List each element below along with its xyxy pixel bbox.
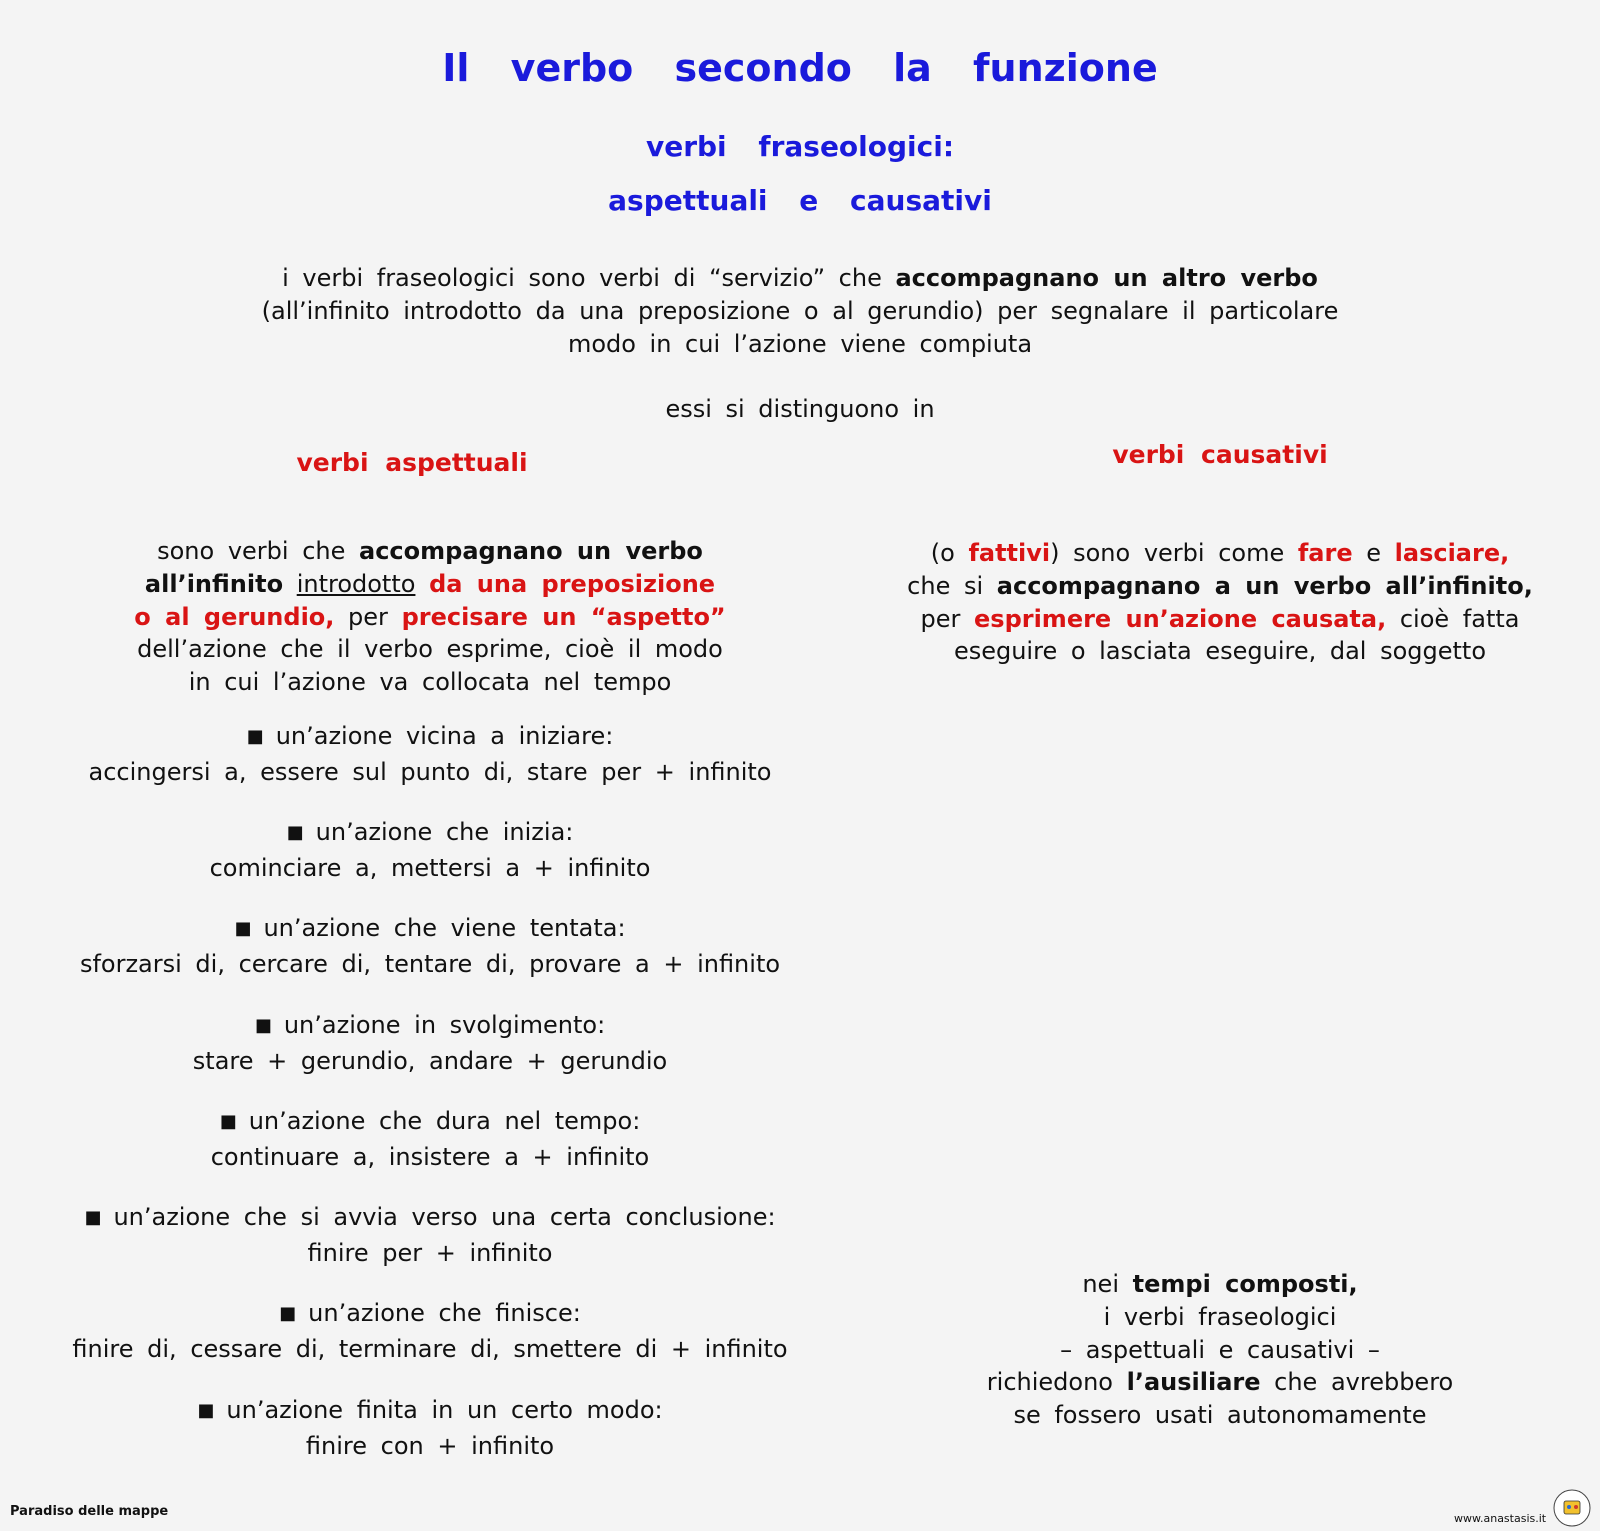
aspect-item	[0, 912, 860, 981]
caus-red: lasciare,	[1394, 539, 1510, 567]
asp-underline: introdotto	[296, 569, 416, 598]
aspect-verbs: continuare a, insistere a + infinito	[210, 1142, 650, 1171]
aspect-item	[0, 1297, 860, 1366]
tempi-text: che avrebbero	[1260, 1368, 1454, 1397]
aspect-label: un’azione che dura nel tempo:	[248, 1107, 641, 1135]
caus-text: per	[920, 604, 974, 633]
aspect-verbs: finire di, cessare di, terminare di, smettere di + infinito	[72, 1334, 788, 1363]
aspect-item	[0, 1105, 860, 1174]
intro-bold: accompagnano un altro verbo	[895, 264, 1318, 292]
aspect-item	[0, 1201, 860, 1270]
square-bullet-icon: ■	[197, 1400, 215, 1421]
aspect-verbs: sforzarsi di, cercare di, tentare di, provare a + infinito	[79, 949, 781, 978]
caus-red: esprimere un’azione causata,	[974, 604, 1387, 633]
intro-line-2: (all’infinito introdotto da una preposizione o al gerundio) per segnalare il particolare	[261, 296, 1339, 325]
aspect-verbs: stare + gerundio, andare + gerundio	[192, 1046, 668, 1075]
square-bullet-icon: ■	[254, 1015, 272, 1036]
aspettuali-heading: verbi aspettuali	[296, 448, 528, 477]
footer-brand: Paradiso delle mappe	[10, 1504, 169, 1519]
caus-line-4: eseguire o lasciata eseguire, dal soggetto	[953, 637, 1487, 666]
asp-red: o al gerundio,	[134, 602, 335, 631]
distinguish-text: essi si distinguono in	[665, 395, 935, 423]
subtitle-line-2: aspettuali e causativi	[608, 184, 992, 217]
caus-text: cioè fatta	[1386, 604, 1520, 633]
caus-text: e	[1352, 539, 1395, 567]
aspect-item	[0, 1394, 860, 1463]
aspect-label: un’azione che inizia:	[315, 818, 574, 846]
tempi-line-2: i verbi fraseologici	[1103, 1302, 1337, 1331]
aspect-label: un’azione vicina a iniziare:	[275, 722, 614, 750]
square-bullet-icon: ■	[279, 1303, 297, 1324]
asp-line-4: dell’azione che il verbo esprime, cioè il modo	[137, 635, 723, 664]
aspect-verbs: finire con + infinito	[305, 1431, 555, 1460]
square-bullet-icon: ■	[286, 822, 304, 843]
caus-bold: accompagnano a un verbo all’infinito,	[996, 571, 1533, 600]
asp-line-5: in cui l’azione va collocata nel tempo	[188, 668, 672, 697]
asp-red: precisare un “aspetto”	[401, 602, 726, 631]
aspect-verbs: finire per + infinito	[307, 1238, 553, 1267]
square-bullet-icon: ■	[246, 726, 264, 747]
aspect-item	[0, 720, 860, 789]
tempi-line-3: – aspettuali e causativi –	[1060, 1335, 1380, 1364]
aspect-item	[0, 1009, 860, 1078]
aspect-label: un’azione che si avvia verso una certa conclusione:	[113, 1203, 776, 1231]
intro-text: i verbi fraseologici sono verbi di “servizio” che	[282, 264, 896, 292]
asp-red: da una preposizione	[429, 569, 716, 598]
square-bullet-icon: ■	[219, 1111, 237, 1132]
caus-red: fare	[1297, 539, 1353, 567]
causativi-description	[820, 537, 1600, 668]
supermappe-logo	[1552, 1488, 1592, 1528]
causativi-heading: verbi causativi	[1112, 440, 1328, 469]
caus-text: (o	[930, 539, 969, 567]
intro-paragraph	[0, 262, 1600, 360]
aspect-label: un’azione che finisce:	[308, 1299, 581, 1327]
aspect-label: un’azione in svolgimento:	[283, 1011, 606, 1039]
tempi-bold: tempi composti,	[1132, 1270, 1358, 1298]
footer-url: www.anastasis.it	[1454, 1512, 1547, 1525]
intro-line-3: modo in cui l’azione viene compiuta	[567, 329, 1033, 358]
caus-text: ) sono verbi come	[1050, 539, 1298, 567]
asp-bold: all’infinito	[144, 569, 284, 598]
page-title: Il verbo secondo la funzione	[442, 46, 1158, 90]
asp-text: sono verbi che	[157, 537, 359, 565]
aspettuali-description	[0, 535, 860, 699]
aspect-item	[0, 816, 860, 885]
tempi-text: richiedono	[986, 1368, 1127, 1397]
square-bullet-icon: ■	[234, 918, 252, 939]
square-bullet-icon: ■	[84, 1207, 102, 1228]
tempi-bold: l’ausiliare	[1126, 1368, 1261, 1397]
caus-red: fattivi	[968, 539, 1051, 567]
asp-bold: accompagnano un verbo	[359, 537, 703, 565]
aspect-label: un’azione che viene tentata:	[263, 914, 626, 942]
caus-text: che si	[907, 571, 997, 600]
tempi-text: nei	[1082, 1270, 1133, 1298]
subtitle-line-1: verbi fraseologici:	[645, 130, 955, 163]
aspect-label: un’azione finita in un certo modo:	[226, 1396, 663, 1424]
aspect-verbs: cominciare a, mettersi a + infinito	[209, 853, 651, 882]
aspect-verbs: accingersi a, essere sul punto di, stare per + infinito	[88, 757, 772, 786]
tempi-composti-note	[820, 1268, 1600, 1432]
tempi-line-5: se fossero usati autonomamente	[1013, 1401, 1427, 1430]
asp-text: per	[348, 602, 388, 631]
